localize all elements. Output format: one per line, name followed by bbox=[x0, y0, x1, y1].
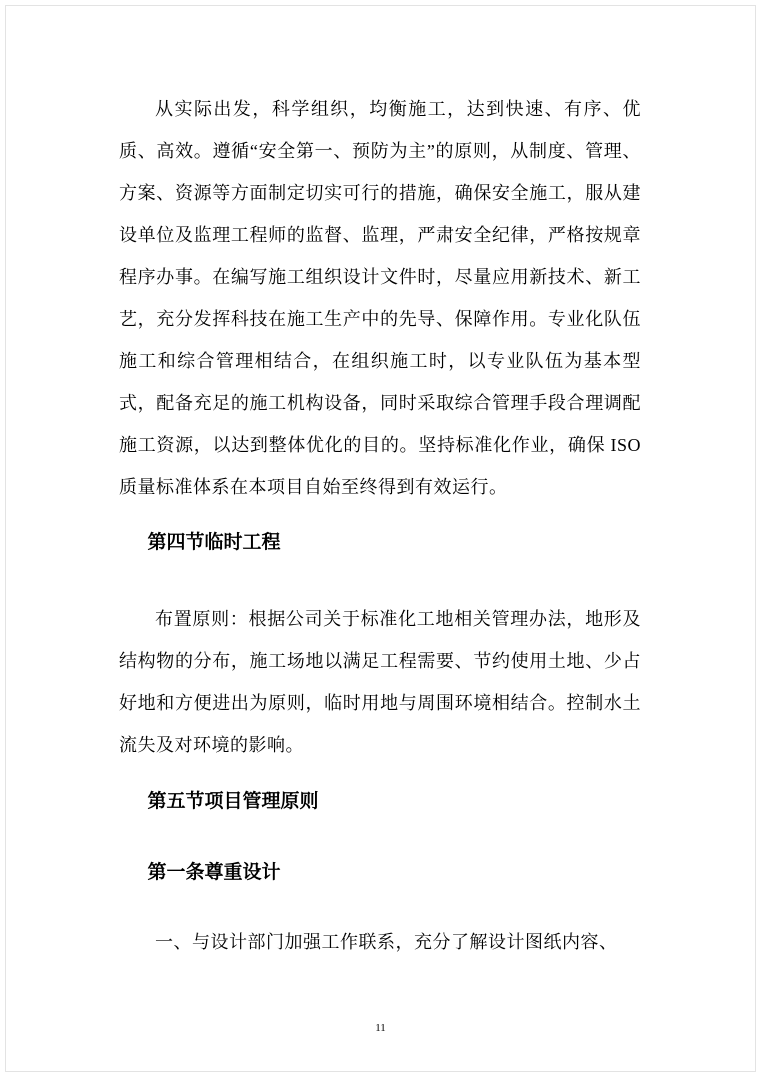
paragraph-design-liaison: 一、与设计部门加强工作联系，充分了解设计图纸内容、 bbox=[155, 932, 618, 952]
page-number: 11 bbox=[375, 1022, 386, 1034]
heading-section-4-temporary-works: 第四节临时工程 bbox=[147, 532, 281, 553]
heading-article-1-respect-design: 第一条尊重设计 bbox=[147, 862, 281, 883]
paragraph-layout-principles: 布置原则：根据公司关于标准化工地相关管理办法，地形及结构物的分布，施工场地以满足工程需要、节约使用土地、少占好地和方便进出为原则，临时用地与周围环境相结合。控制水土流失及对环境的影响。 bbox=[119, 609, 641, 755]
paragraph-construction-principles: 从实际出发，科学组织，均衡施工，达到快速、有序、优质、高效。遵循“安全第一、预防为主”的原则，从制度、管理、方案、资源等方面制定切实可行的措施，确保安全施工，服从建设单位及监理工程师的监督、监理，严肃安全纪律，严格按规章程序办事。在编写施工组织设计文件时，尽量应用新技术、新工艺，充分发挥科技在施工生产中的先导、保障作用。专业化队伍施工和综合管理相结合，在组织施工时，以专业队伍为基本型式，配备充足的施工机构设备，同时采取综合管理手段合理调配施工资源，以达到整体优化的目的。坚持标准化作业，确保 ISO 质量标准体系在本项目自始至终得到有效运行。 bbox=[119, 99, 641, 497]
heading-section-5-project-management: 第五节项目管理原则 bbox=[147, 791, 319, 812]
document-body bbox=[119, 88, 641, 963]
